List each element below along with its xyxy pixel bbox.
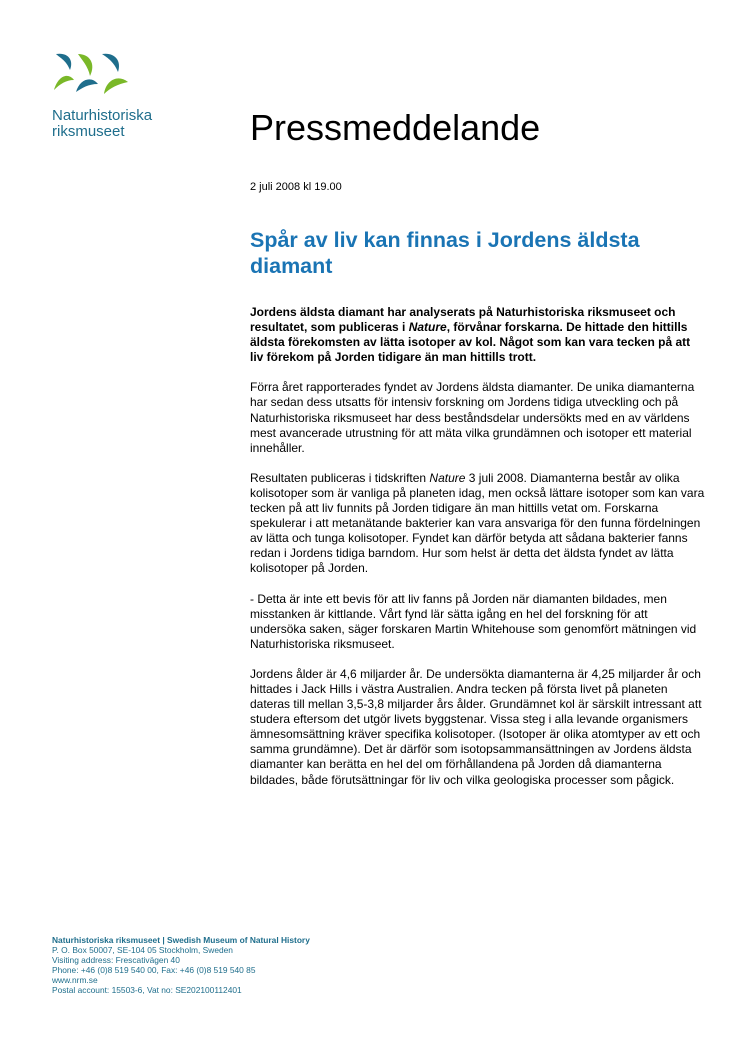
logo-leaf-3 — [78, 54, 92, 76]
release-date: 2 juli 2008 kl 19.00 — [250, 181, 342, 193]
paragraph-2-journal-name: Nature — [429, 470, 466, 485]
paragraph-2-after: 3 juli 2008. Diamanterna består av olika kolisotoper som är vanliga på planeten idag, men också lättare isotoper som kan vara tecken på att liv funnits på Jorden tidigare än man hittills vetat om. Forskarna spekulerar i att metanätande bakterier kan vara ansvariga för den funna fördelningen av lätta och tunga kolisotoper. Fyndet kan därför betyda att sådana bakterier fanns redan i Jordens tidiga barndom. Hur som helst är detta det äldsta fyndet av lätta kolisotoper på Jorden. — [250, 470, 705, 576]
paragraph-3: - Detta är inte ett bevis för att liv fanns på Jorden när diamanten bildades, men misstanken är kittlande. Vårt fynd lär sätta igång en hel del forskning för att undersöka saken, säger forskaren Martin Whitehouse som genomfört mätningen vid Naturhistoriska riksmuseet. — [250, 591, 697, 651]
article-body — [250, 305, 705, 803]
logo-wordmark — [52, 108, 152, 140]
paragraph-4: Jordens ålder är 4,6 miljarder år. De undersökta diamanterna är 4,25 miljarder år och hittades i Jack Hills i västra Australien. Andra tecken på första livet på planeten dateras till mellan 3,5-3,8 miljarder års ålder. Grundämnet kol är särskilt intressant att studera eftersom det utgör livets byggstenar. Vissa steg i alla levande organismers ämnesomsättning kräver specifika kolisotoper. (Isotoper är olika atomtyper av ett och samma grundämne). Det är därför som isotopsammansättningen av Jordens äldsta diamanter kan berätta en hel del om förhållandena på Jorden då diamanterna bildades, både förutsättningar för liv och vilka geologiska processer som pågick. — [250, 666, 702, 787]
footer-address: P. O. Box 50007, SE-104 05 Stockholm, Sweden — [52, 945, 233, 956]
logo-line-1: Naturhistoriska — [52, 107, 153, 124]
logo-leaf-4 — [76, 79, 98, 92]
lead-journal-name: Nature — [408, 320, 447, 335]
headline: Spår av liv kan finnas i Jordens äldsta diamant — [250, 228, 640, 278]
footer-visiting-address: Visiting address: Frescativägen 40 — [52, 955, 180, 966]
footer-website: www.nrm.se — [52, 975, 98, 986]
lead-paragraph — [250, 305, 705, 365]
logo-leaf-2 — [54, 76, 74, 90]
lead-part-1: Jordens äldsta diamant har analyserats på Naturhistoriska riksmuseet och resultatet, som publiceras i — [250, 305, 676, 335]
footer-postal-account: Postal account: 15503-6, Vat no: SE202100112401 — [52, 985, 242, 996]
museum-logo-icon — [52, 50, 132, 96]
lead-part-2: , förvånar forskarna. De hittade den hittills äldsta förekomsten av lätta isotoper av kol. Något som kan vara tecken på att liv förekom på Jorden tidigare än man hittills trott. — [250, 320, 691, 365]
footer-phone: Phone: +46 (0)8 519 540 00, Fax: +46 (0)8 519 540 85 — [52, 965, 256, 976]
paragraph-2 — [250, 471, 705, 577]
footer-contact — [52, 935, 310, 996]
paragraph-2-before: Resultaten publiceras i tidskriften — [250, 470, 430, 485]
logo-leaf-6 — [104, 78, 128, 94]
paragraph-1: Förra året rapporterades fyndet av Jordens äldsta diamanter. De unika diamanterna har sedan dess utsatts för intensiv forskning om Jordens tidiga utveckling och på Naturhistoriska riksmuseet har dess beståndsdelar undersökts med en av världens mest avancerade utrustning för att mäta vilka grundämnen och isotoper ett material innehåller. — [250, 380, 695, 455]
footer-title: Naturhistoriska riksmuseet | Swedish Museum of Natural History — [52, 935, 310, 945]
document-type-title: Pressmeddelande — [250, 107, 541, 148]
logo-leaf-5 — [102, 54, 119, 72]
logo-line-2: riksmuseet — [52, 123, 125, 140]
logo-leaf-1 — [56, 54, 71, 70]
